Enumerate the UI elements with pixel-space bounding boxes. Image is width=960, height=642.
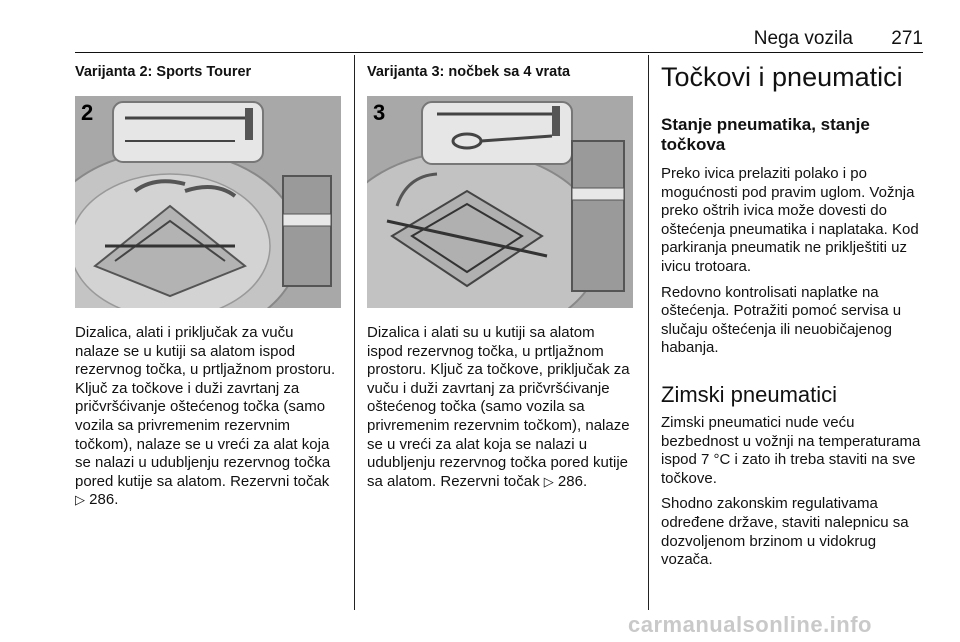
page-header [75, 28, 923, 52]
paragraph-winter-1: Zimski pneumatici nude veću bezbednost u vožnji na temperaturama ispod 7 °C i zato ih treba staviti na sve točkove. [661, 413, 921, 487]
section-title: Točkovi i pneumatici [661, 62, 903, 92]
column-2 [367, 64, 633, 491]
page-reference: 286. [557, 472, 588, 490]
paragraph-variant-2 [75, 324, 341, 510]
variant-heading-2: Varijanta 2: Sports Tourer [75, 64, 252, 80]
figure-number: 3 [373, 100, 386, 125]
variant-heading-3: Varijanta 3: nočbek sa 4 vrata [367, 64, 571, 80]
paragraph-variant-3 [367, 324, 633, 491]
paragraph-rims: Redovno kontrolisati naplatke na oštećenja. Potražiti pomoć servisa u slučaju oštećenja ili neuobičajenog habanja. [661, 283, 902, 357]
figure-sports-tourer [75, 96, 341, 308]
column-1 [75, 64, 341, 510]
figure-number: 2 [81, 100, 94, 125]
column-divider-1 [354, 55, 355, 610]
jack-illustration-2 [75, 96, 341, 308]
paragraph-text: Dizalica i alati su u kutiji sa alatom ispod rezervnog točka, u prtljažnom prostoru. Ključ za točkove, priključak za vuču i duži zavrtanj za pričvršćivanje oštećenog točka (samo vozila sa privremenim rezervnim točkom), nalaze se u vreći za alat koja se nalazi u udubljenju rezervnog točka pored kutije sa alatom. Rezervni točak [367, 324, 630, 490]
figure-notchback [367, 96, 633, 308]
jack-illustration-3 [367, 96, 633, 308]
arrow-right-icon: ▷ [543, 473, 554, 489]
column-3 [661, 62, 927, 577]
paragraph-edges: Preko ivica prelaziti polako i po mogućnosti pod pravim uglom. Vožnja preko oštrih ivica može dovesti do oštećenja pneumatika i naplataka. Kod parkiranja pneumatik ne priklještiti uz ivicu trotoara. [661, 165, 919, 275]
subsection-title: Stanje pneumatika, stanje točkova [661, 115, 870, 154]
header-rule [75, 52, 923, 53]
section-title-winter: Zimski pneumatici [661, 381, 838, 407]
watermark: carmanualsonline.info [628, 612, 872, 637]
header-title: Nega vozila [753, 28, 853, 49]
column-divider-2 [648, 55, 649, 610]
page-number: 271 [891, 28, 923, 49]
paragraph-text: Dizalica, alati i priključak za vuču nalaze se u kutiji sa alatom ispod rezervnog točka, u prtljažnom prostoru. Ključ za točkove i duži zavrtanj za pričvršćivanje oštećenog točka (samo vozila sa privremenim rezervnim točkom), nalaze se u vreći za alat koja se nalazi u udubljenju rezervnog točka pored kutije sa alatom. Rezervni točak [75, 324, 336, 490]
paragraph-winter-2: Shodno zakonskim regulativama određene države, staviti nalepnicu sa dozvoljenom brzinom u vidokrug vozača. [661, 495, 909, 569]
page-reference: 286. [89, 491, 119, 509]
arrow-right-icon: ▷ [75, 492, 85, 508]
